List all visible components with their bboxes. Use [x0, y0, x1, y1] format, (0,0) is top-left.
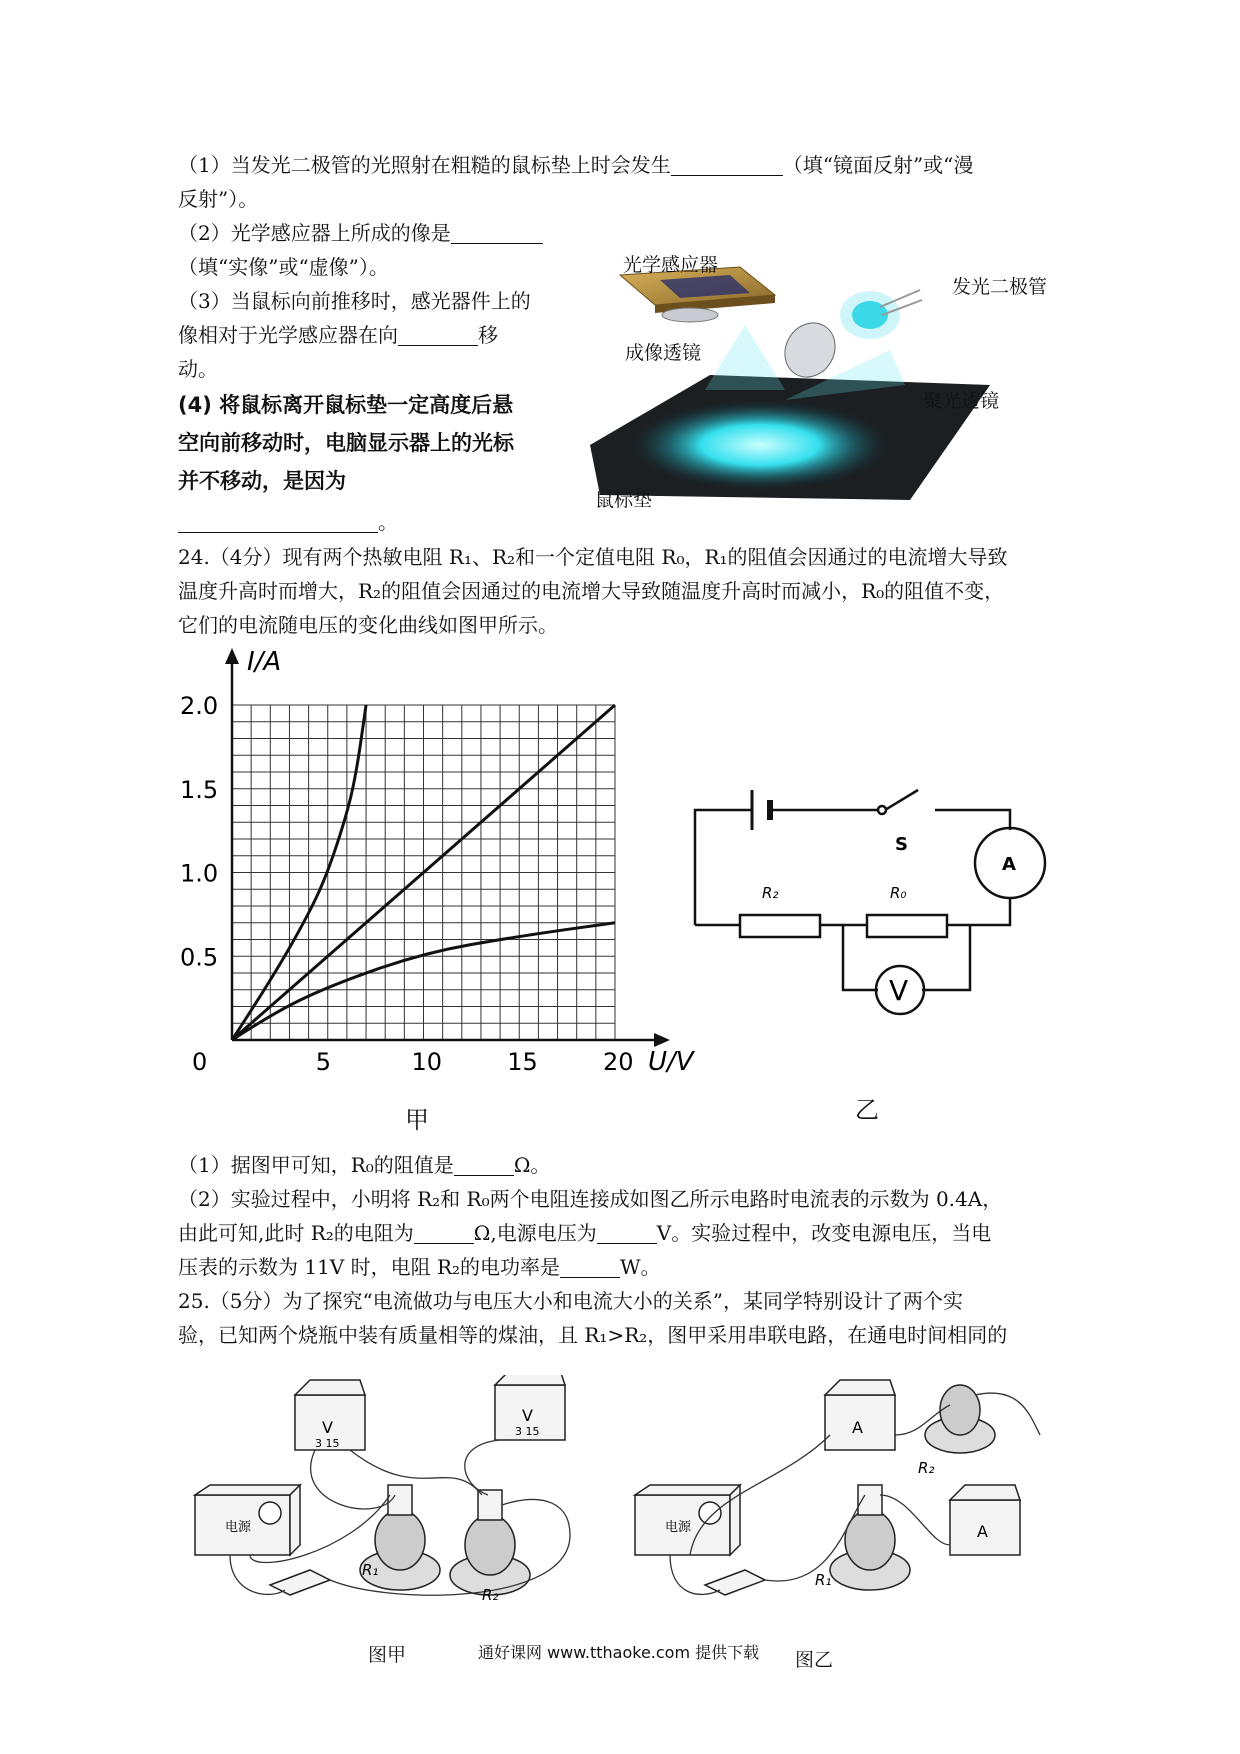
q23-part1-line2: 反射”）。	[178, 187, 259, 211]
switch-icon	[270, 1570, 330, 1595]
y-tick-label: 0.5	[180, 943, 219, 972]
label-mouse-pad: 鼠标垫	[595, 489, 653, 511]
flask-r2-icon	[465, 1515, 515, 1575]
q24-intro-line1: 24.（4分）现有两个热敏电阻 R₁、R₂和一个定值电阻 R₀，R₁的阻值会因通过的电流增大导致	[178, 545, 1008, 569]
q24-intro-line3: 它们的电流随电压的变化曲线如图甲所示。	[178, 613, 558, 637]
circuit-diagram	[680, 770, 1080, 1030]
r2-label-b: R₂	[918, 1459, 935, 1477]
r1-label-b: R₁	[815, 1571, 832, 1589]
x-axis-label: U/V	[648, 1047, 694, 1077]
x-tick-label: 10	[411, 1048, 443, 1076]
answer-blank[interactable]	[454, 1153, 514, 1176]
q24-sub2-line3: 压表的示数为 11V 时，电阻 R₂的电功率是 W。	[178, 1255, 661, 1279]
answer-blank[interactable]	[597, 1221, 657, 1244]
ammeter-1-label: A	[852, 1418, 863, 1437]
r1-label-a: R₁	[362, 1561, 379, 1579]
circuit-caption: 乙	[855, 1096, 879, 1124]
q25-line2: 验，已知两个烧瓶中装有质量相等的煤油，且 R₁>R₂，图甲采用串联电路，在通电时间相同的	[178, 1323, 1008, 1347]
q24-intro-line2: 温度升高时而增大，R₂的阻值会因通过的电流增大导致随温度升高时而减小，R₀的阻值不变，	[178, 579, 1005, 603]
footer-watermark: 通好课网 www.tthaoke.com 提供下载	[478, 1643, 760, 1662]
y-axis-label: I/A	[247, 647, 282, 677]
iu-graph	[170, 640, 730, 1100]
q23-part2-line2: （填“实像”或“虚像”）。	[178, 255, 389, 279]
switch-icon	[705, 1570, 765, 1595]
flask-r2-icon	[940, 1385, 980, 1435]
fig-b-caption: 图乙	[795, 1649, 834, 1671]
voltmeter-1-label: V	[322, 1418, 333, 1437]
label-led: 发光二极管	[952, 276, 1048, 298]
x-tick-label: 15	[507, 1048, 538, 1076]
answer-blank[interactable]	[414, 1221, 474, 1244]
condenser-lens-icon	[775, 314, 845, 386]
light-spot	[630, 400, 890, 490]
power-label: 电源	[225, 1520, 252, 1535]
flask-r1-icon	[375, 1510, 425, 1570]
x-tick-label: 20	[603, 1048, 634, 1076]
r0-label: R₀	[890, 884, 907, 902]
answer-blank[interactable]	[560, 1255, 620, 1278]
label-imaging-lens: 成像透镜	[625, 342, 702, 364]
switch-label: S	[895, 834, 908, 855]
answer-blank[interactable]	[398, 323, 478, 346]
q24-sub1: （1）据图甲可知，R₀的阻值是 Ω。	[178, 1153, 551, 1177]
q23-part3-line3: 动。	[178, 357, 218, 381]
x-tick-label: 0	[192, 1048, 208, 1076]
x-tick-label: 5	[315, 1048, 332, 1076]
q23-part4-line2: 空向前移动时，电脑显示器上的光标	[178, 431, 514, 455]
q23-part3-line2: 像相对于光学感应器在向 移	[178, 323, 498, 347]
q24-sub2-line1: （2）实验过程中，小明将 R₂和 R₀两个电阻连接成如图乙所示电路时电流表的示数为 0.4A，	[178, 1187, 1003, 1211]
ammeter-label: A	[1002, 854, 1016, 875]
label-condenser-lens: 聚光透镜	[923, 390, 1000, 412]
r2-label-a: R₂	[482, 1586, 499, 1604]
fig-a-caption: 图甲	[368, 1644, 407, 1666]
r2-label: R₂	[762, 884, 779, 902]
voltmeter-label: V	[889, 974, 909, 1007]
power-label: 电源	[665, 1520, 692, 1535]
q23-part4-line1: (4) 将鼠标离开鼠标垫一定高度后悬	[178, 393, 514, 417]
answer-blank[interactable]	[671, 153, 783, 176]
q23-part4-line4: 。	[178, 505, 398, 539]
y-tick-label: 1.5	[180, 775, 219, 804]
y-tick-label: 2.0	[180, 692, 219, 720]
q23-part3-line1: （3）当鼠标向前推移时，感光器件上的	[178, 289, 531, 313]
voltmeter-1-range: 3 15	[315, 1437, 340, 1450]
q23-part1-line1: （1）当发光二极管的光照射在粗糙的鼠标垫上时会发生 （填“镜面反射”或“漫	[178, 153, 974, 177]
q25-line1: 25.（5分）为了探究“电流做功与电压大小和电流大小的关系”，某同学特别设计了两个实	[178, 1289, 963, 1313]
ammeter-2-label: A	[977, 1522, 988, 1541]
voltmeter-2-range: 3 15	[515, 1425, 540, 1438]
answer-blank[interactable]	[178, 510, 378, 533]
answer-blank[interactable]	[451, 221, 543, 244]
y-tick-label: 1.0	[180, 859, 219, 888]
apparatus-figure-a	[190, 1375, 630, 1605]
label-sensor: 光学感应器	[623, 254, 719, 276]
q23-part4-line3: 并不移动，是因为	[178, 469, 346, 493]
voltmeter-2-label: V	[522, 1406, 533, 1425]
q23-part2-line1: （2）光学感应器上所成的像是	[178, 216, 543, 250]
imaging-lens-icon	[662, 308, 718, 322]
q24-sub2-line2: 由此可知,此时 R₂的电阻为 Ω,电源电压为 V。实验过程中，改变电源电压，当电	[178, 1221, 992, 1245]
light-beam	[705, 325, 785, 390]
graph-caption: 甲	[405, 1106, 429, 1134]
apparatus-figure-b	[630, 1375, 1060, 1605]
